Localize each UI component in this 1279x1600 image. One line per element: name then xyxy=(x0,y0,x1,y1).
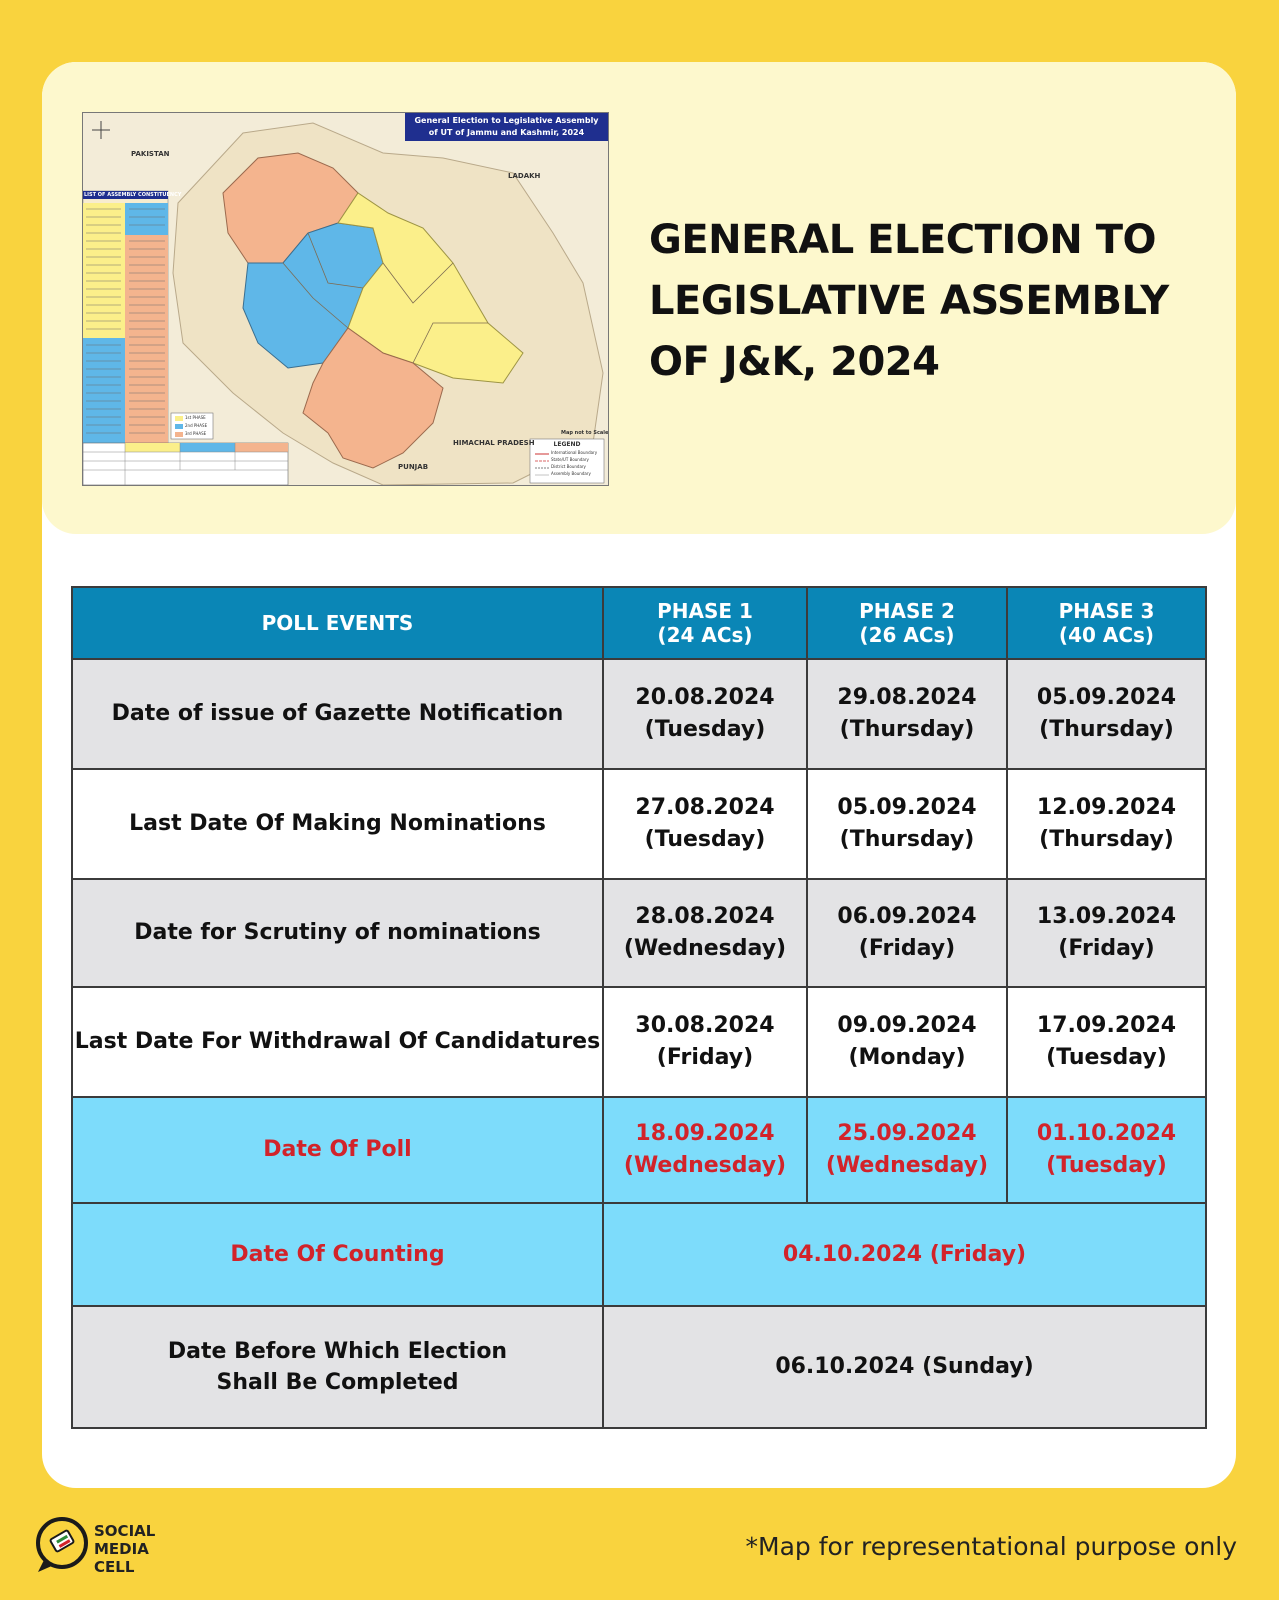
event-completion xyxy=(72,1306,603,1428)
table-row-completion xyxy=(72,1306,1206,1428)
map-phase-key xyxy=(185,414,207,438)
scrutiny-phase-1 xyxy=(603,879,807,987)
event-gazette: Date of issue of Gazette Notification xyxy=(72,659,603,769)
scrutiny-p1-day: (Wednesday) xyxy=(623,936,787,961)
scrutiny-p2-date: 06.09.2024 xyxy=(837,904,977,929)
nominations-p3-date: 12.09.2024 xyxy=(1036,795,1177,820)
counting-date: 04.10.2024 (Friday) xyxy=(603,1203,1206,1306)
header-phase-1 xyxy=(603,587,807,659)
event-scrutiny: Date for Scrutiny of nominations xyxy=(72,879,603,987)
gazette-phase-3 xyxy=(1007,659,1206,769)
gazette-phase-1 xyxy=(603,659,807,769)
title-line-3: OF J&K, 2024 xyxy=(649,339,940,385)
map-list-heading: LIST OF ASSEMBLY CONSTITUENCY xyxy=(84,192,182,198)
table-row-poll xyxy=(72,1097,1206,1203)
nominations-phase-3 xyxy=(1007,769,1206,879)
map-label-ladakh: LADAKH xyxy=(508,172,541,180)
scrutiny-p3-day: (Friday) xyxy=(1058,936,1155,961)
hero-panel xyxy=(42,62,1236,534)
table-row-nominations xyxy=(72,769,1206,879)
title-line-2: LEGISLATIVE ASSEMBLY xyxy=(649,278,1169,324)
withdrawal-p2-day: (Monday) xyxy=(848,1045,966,1070)
logo-line-2: MEDIA xyxy=(94,1540,149,1558)
poll-schedule-table xyxy=(71,586,1207,1429)
header-phase-2-acs: (26 ACs) xyxy=(859,623,955,647)
nominations-phase-1 xyxy=(603,769,807,879)
map-legend-item-1: International Boundary xyxy=(551,450,598,455)
header-phase-1-acs: (24 ACs) xyxy=(657,623,753,647)
title-line-1: GENERAL ELECTION TO xyxy=(649,217,1156,263)
withdrawal-p1-date: 30.08.2024 xyxy=(635,1013,775,1038)
header-phase-1-title: PHASE 1 xyxy=(657,599,753,623)
scrutiny-p3-date: 13.09.2024 xyxy=(1036,904,1177,929)
completion-date: 06.10.2024 (Sunday) xyxy=(603,1306,1206,1428)
poll-phase-1 xyxy=(603,1097,807,1203)
event-nominations: Last Date Of Making Nominations xyxy=(72,769,603,879)
poll-p2-day: (Wednesday) xyxy=(825,1153,989,1178)
content-card xyxy=(42,62,1236,1488)
nominations-p1-date: 27.08.2024 xyxy=(635,795,775,820)
map-label-himachal: HIMACHAL PRADESH xyxy=(453,439,535,447)
gazette-p3-date: 05.09.2024 xyxy=(1036,685,1177,710)
map-legend-item-2: State/UT Boundary xyxy=(551,457,589,462)
event-counting: Date Of Counting xyxy=(72,1203,603,1306)
table-row-counting xyxy=(72,1203,1206,1306)
map-legend-item-3: District Boundary xyxy=(551,464,586,469)
map-title-line1: General Election to Legislative Assembly xyxy=(414,116,599,125)
scrutiny-phase-2 xyxy=(807,879,1007,987)
map-label-punjab: PUNJAB xyxy=(398,463,429,471)
header-phase-3 xyxy=(1007,587,1206,659)
gazette-p1-date: 20.08.2024 xyxy=(635,685,775,710)
gazette-p1-day: (Tuesday) xyxy=(644,717,766,742)
header-phase-3-title: PHASE 3 xyxy=(1058,599,1155,623)
table-header-row xyxy=(72,587,1206,659)
withdrawal-phase-2 xyxy=(807,987,1007,1097)
map-title-line2: of UT of Jammu and Kashmir, 2024 xyxy=(428,128,585,137)
poll-phase-2 xyxy=(807,1097,1007,1203)
nominations-p1-day: (Tuesday) xyxy=(644,827,766,852)
header-phase-2 xyxy=(807,587,1007,659)
nominations-phase-2 xyxy=(807,769,1007,879)
map-title xyxy=(405,115,608,139)
withdrawal-p3-date: 17.09.2024 xyxy=(1036,1013,1177,1038)
table-row-withdrawal xyxy=(72,987,1206,1097)
withdrawal-p1-day: (Friday) xyxy=(656,1045,754,1070)
header-phase-2-title: PHASE 2 xyxy=(859,599,955,623)
poll-p1-date: 18.09.2024 xyxy=(635,1121,775,1146)
table-row-gazette xyxy=(72,659,1206,769)
poll-p3-date: 01.10.2024 xyxy=(1036,1121,1177,1146)
map-graphic xyxy=(83,113,608,485)
scrutiny-p2-day: (Friday) xyxy=(858,936,956,961)
logo-wordmark xyxy=(94,1522,155,1576)
map-scale-note: Map not to Scale xyxy=(561,430,609,436)
map-phase-key-2: 2nd PHASE xyxy=(185,423,208,428)
withdrawal-phase-1 xyxy=(603,987,807,1097)
header-phase-3-acs: (40 ACs) xyxy=(1058,623,1155,647)
map-label-pakistan: PAKISTAN xyxy=(131,150,170,158)
map-legend-heading: LEGEND xyxy=(553,441,581,448)
nominations-p2-day: (Thursday) xyxy=(839,827,975,852)
scrutiny-phase-3 xyxy=(1007,879,1206,987)
gazette-phase-2 xyxy=(807,659,1007,769)
scrutiny-p1-date: 28.08.2024 xyxy=(635,904,775,929)
map-legend xyxy=(530,440,604,477)
withdrawal-p2-date: 09.09.2024 xyxy=(837,1013,977,1038)
poll-p3-day: (Tuesday) xyxy=(1046,1153,1167,1178)
table-row-scrutiny xyxy=(72,879,1206,987)
election-map xyxy=(82,112,609,486)
poll-phase-3 xyxy=(1007,1097,1206,1203)
event-poll: Date Of Poll xyxy=(72,1097,603,1203)
logo-line-1: SOCIAL xyxy=(94,1522,156,1540)
nominations-p2-date: 05.09.2024 xyxy=(837,795,977,820)
completion-line-1: Date Before Which Election xyxy=(167,1339,508,1364)
header-poll-events: POLL EVENTS xyxy=(72,587,603,659)
map-phase-key-3: 3rd PHASE xyxy=(185,431,207,436)
gazette-p2-date: 29.08.2024 xyxy=(837,685,977,710)
gazette-p2-day: (Thursday) xyxy=(839,717,975,742)
gazette-p3-day: (Thursday) xyxy=(1039,717,1174,742)
nominations-p3-day: (Thursday) xyxy=(1039,827,1174,852)
poll-p1-day: (Wednesday) xyxy=(623,1153,787,1178)
withdrawal-p3-day: (Tuesday) xyxy=(1046,1045,1167,1070)
page-title xyxy=(649,210,1209,393)
map-phase-key-1: 1st PHASE xyxy=(185,415,206,420)
poll-p2-date: 25.09.2024 xyxy=(837,1121,977,1146)
map-legend-item-4: Assembly Boundary xyxy=(551,471,591,476)
event-withdrawal: Last Date For Withdrawal Of Candidatures xyxy=(72,987,603,1097)
logo-line-3: CELL xyxy=(94,1558,135,1576)
withdrawal-phase-3 xyxy=(1007,987,1206,1097)
completion-line-2: Shall Be Completed xyxy=(216,1370,459,1395)
map-disclaimer: *Map for representational purpose only xyxy=(745,1532,1237,1561)
